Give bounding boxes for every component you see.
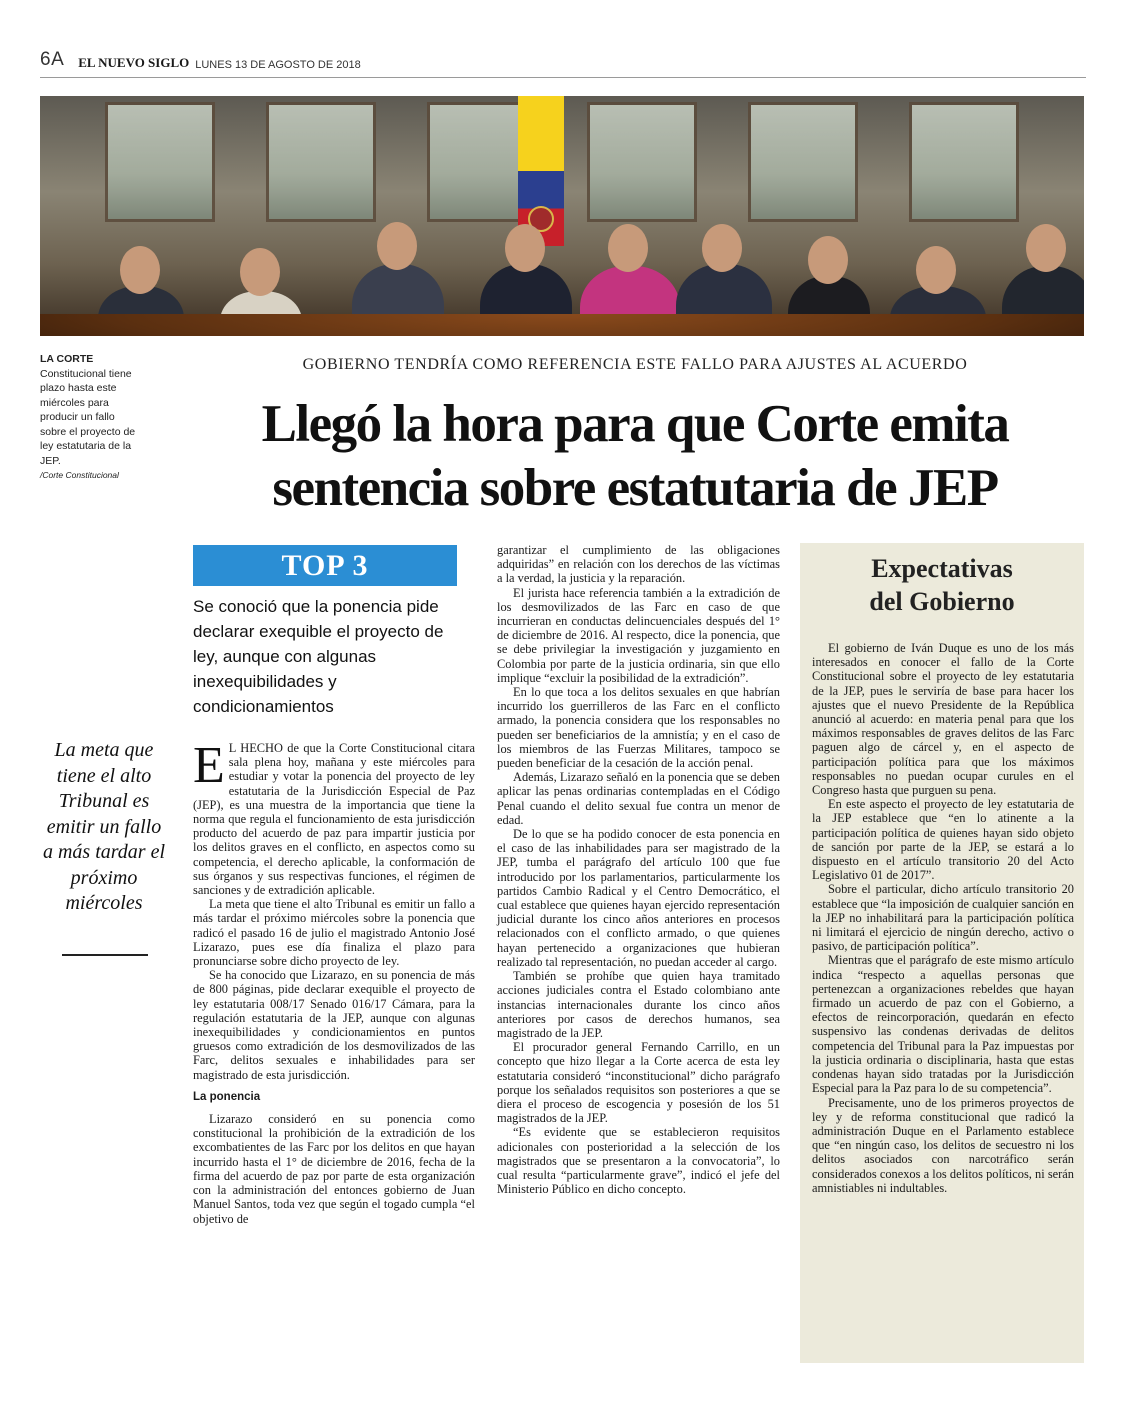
court-photo	[40, 96, 1084, 336]
sidebar-paragraph: Sobre el particular, dicho artículo transitorio 20 establece que “la imposición de cualquier sanción en la JEP no inhabilitará para la participación política ni limitará el ejercicio de ningún derecho, activo o pasivo, de participación política”.	[812, 882, 1074, 954]
person-head	[120, 246, 160, 294]
person-head	[808, 236, 848, 284]
pull-quote: La meta que tiene el alto Tribunal es emitir un fallo a más tardar el próximo miércoles	[42, 739, 166, 914]
sidebar-paragraph: En este aspecto el proyecto de ley estatutaria de la JEP establece que “en lo atinente a la participación política de quienes hayan sido objeto de sanción por parte de la JEP, se estará a lo dispuesto en el artículo transitorio 20 del Acto Legislativo 01 de 2017”.	[812, 797, 1074, 883]
drop-cap: E	[193, 737, 225, 794]
article-paragraph: El procurador general Fernando Carrillo, en un concepto que hizo llegar a la Corte acerca de esta ley estatutaria consideró “inconstitucional” dicho parágrafo porque los señalados requisitos son posteriores a que se diera el proceso de escogencia y posesión de los 51 magistrados de la JEP.	[497, 1040, 780, 1126]
sidebar-column	[812, 641, 1074, 1195]
article-paragraph: “Es evidente que se establecieron requisitos adicionales con posterioridad a la selección de los magistrados que se presentaron a la convocatoria”, lo cual resulta “particularmente grave”, indicó el jefe del Ministerio Público en dicho concepto.	[497, 1125, 780, 1197]
article-paragraph: El jurista hace referencia también a la extradición de los desmovilizados de las Farc en caso de que incurrieran en conductas delincuenciales después del 1° de diciembre de 2016. Al respecto, dice la ponencia, que se debe privilegiar la investigación y juzgamiento en Colombia por parte de la justicia ordinaria, sin que ello implique “excluir la posibilidad de la extradición”.	[497, 585, 780, 685]
article-column-1	[193, 737, 475, 1226]
sidebar-paragraph: Mientras que el parágrafo de este mismo artículo indica “respecto a aquellas personas que pertenezcan a organizaciones rebeldes que hayan firmado un acuerdo de paz con el Gobierno, a efectos de reincorporación, quedarán en efecto suspensivo las condenas derivadas de delitos competencia del Tribunal para la Paz impuestas por la justicia ordinaria o disciplinaria, hasta que estas condenas hayan sido tratadas por la Jurisdicción Especial para la Paz para lo de su competencia”.	[812, 953, 1074, 1096]
page-header	[40, 50, 1086, 78]
sidebar-title	[800, 552, 1084, 618]
person-head	[505, 224, 545, 272]
person-head	[916, 246, 956, 294]
article-paragraph: En lo que toca a los delitos sexuales en que habrían incurrido los guerrilleros de las Farc en el conflicto armado, la ponencia considera que los responsables no pueden ser beneficiarios de la amnistía; y en el caso de los miembros de las Fuerzas Militares, tampoco se pueden beneficiar de la cesación de la acción penal.	[497, 685, 780, 771]
headline-line-2: sentencia sobre estatutaria de JEP	[272, 459, 998, 517]
masthead: EL NUEVO SIGLO	[78, 55, 190, 70]
pull-quote-rule	[62, 954, 148, 956]
caption-head: LA CORTE	[40, 353, 94, 365]
person-head	[608, 224, 648, 272]
photo-credit: /Corte Constitucional	[40, 470, 119, 480]
headline	[200, 392, 1070, 520]
article-paragraph: De lo que se ha podido conocer de esta ponencia en el caso de las inhabilidades para ser magistrado de la JEP, tumba el parágrafo del artículo 100 que fue introducido por los parlamentarios, particularmente los partidos Cambio Radical y el Centro Democrático, el cual establece que quienes hayan ejercido representación judicial durante los cinco años anteriores en procesos relacionados con el conflicto armado, o que quienes hayan pertenecido a organizaciones que hubieran realizado tal representación, no puedan acceder al cargo.	[497, 827, 780, 969]
sidebar-paragraph: El gobierno de Iván Duque es uno de los más interesados en conocer el fallo de la Corte Constitucional sobre el proyecto de ley estatutaria de la JEP, pues le serviría de base para hacer los ajustes que el nuevo Presidente de la República anunció al acuerdo: en materia penal para que los máximos responsables de graves delitos de las Farc paguen algo de cárcel y, en el aspecto de participación política para que los máximos responsables no puedan ocupar curules en el Congreso hasta que purguen su pena.	[812, 641, 1074, 798]
article-paragraph: Lizarazo consideró en su ponencia como constitucional la prohibición de la extradición de los excombatientes de las Farc por los delitos en que hayan incurrido hasta el 1° de diciembre de 2016, fecha de la firma del acuerdo de paz por parte de esta organización con la administración del entonces gobierno de Juan Manuel Santos, toda vez que según el togado cumpla “el objetivo de	[193, 1112, 475, 1226]
sidebar-title-line-2: del Gobierno	[869, 587, 1015, 616]
article-paragraph: Además, Lizarazo señaló en la ponencia que se deben aplicar las penas ordinarias contempladas en el Código Penal cuando el delito sexual fue contra un menor de edad.	[497, 770, 780, 827]
subhead: La ponencia	[193, 1090, 261, 1103]
top3-text: Se conoció que la ponencia pide declarar exequible el proyecto de ley, aunque con algunas inexequibilidades y condicionamientos	[193, 597, 444, 716]
article-column-2	[497, 543, 780, 1196]
court-table	[40, 314, 1084, 336]
person-head	[240, 248, 280, 296]
sidebar-paragraph: Precisamente, uno de los primeros proyectos de ley y de reforma constitucional que radicó la administración Duque en el Parlamento establece que “en ningún caso, los delitos de secuestro ni los delitos asociados con narcotráfico serán considerados conexos a los delitos políticos, ni serán amnistiables ni indultables.	[812, 1095, 1074, 1195]
article-paragraph: Se ha conocido que Lizarazo, en su ponencia de más de 800 páginas, pide declarar exequible el proyecto de ley estatutaria 008/17 Senado 016/17 Cámara, para la regulación estatutaria de la JEP, aunque con algunas inexequibilidades y condicionamientos en puntos gruesos como extradición de los desmovilizados de las Farc, delitos sexuales e inhabilidades para ser magistrado de esta jurisdicción.	[193, 968, 475, 1082]
article-paragraph: garantizar el cumplimiento de las obligaciones adquiridas” en relación con los derechos de las víctimas a la verdad, la justicia y la reparación.	[497, 543, 780, 586]
person-head	[702, 224, 742, 272]
caption-text: Constitucional tiene plazo hasta este miércoles para producir un fallo sobre el proyecto de ley estatutaria de la JEP.	[40, 367, 136, 467]
kicker: GOBIERNO TENDRÍA COMO REFERENCIA ESTE FALLO PARA AJUSTES AL ACUERDO	[302, 356, 968, 373]
top3-banner: TOP 3	[193, 545, 457, 586]
article-paragraph: E L HECHO de que la Corte Constitucional citara sala plena hoy, mañana y este miércoles para estudiar y votar la ponencia del proyecto de ley estatutaria de la Jurisdicción Especial de Paz (JEP), es una muestra de la importancia que tiene la norma que regula el funcionamiento de esta jurisdicción producto del acuerdo de paz para impartir justicia por los delitos graves en el conflicto, en aspectos como su competencia, el derecho aplicable, la conformación de sus órganos y sus respectivas funciones, el régimen de sanciones y de extradición aplicable.	[193, 737, 475, 898]
article-paragraph: También se prohíbe que quien haya tramitado acciones judiciales contra el Estado colombiano ante instancias internacionales durante los cinco años anteriores por casos de derechos humanos, sea magistrado de la JEP.	[497, 969, 780, 1040]
sidebar-title-line-1: Expectativas	[871, 554, 1013, 583]
headline-line-1: Llegó la hora para que Corte emita	[261, 395, 1009, 453]
dateline: LUNES 13 DE AGOSTO DE 2018	[195, 59, 361, 71]
article-paragraph: La meta que tiene el alto Tribunal es emitir un fallo a más tardar el próximo miércoles sobre la ponencia que radicó el pasado 16 de julio el magistrado Antonio José Lizarazo, pues ese día finaliza el plazo para pronunciarse sobre dicho proyecto de ley.	[193, 897, 475, 969]
person-head	[377, 222, 417, 270]
page-number: 6A	[40, 49, 65, 70]
person-head	[1026, 224, 1066, 272]
photo-caption	[40, 352, 140, 483]
